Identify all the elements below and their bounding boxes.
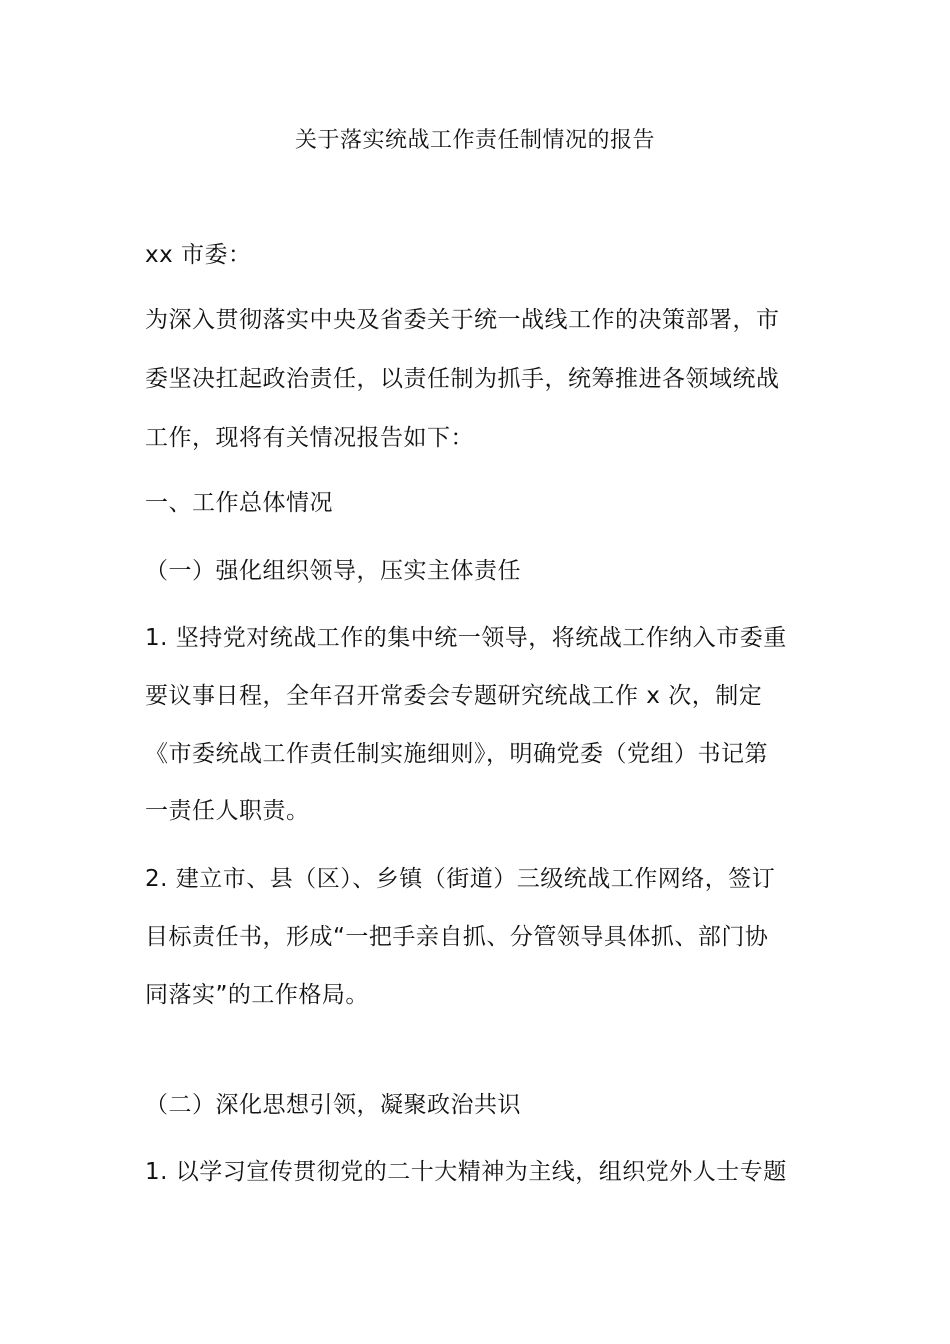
intro-line-1: 为深入贯彻落实中央及省委关于统一战线工作的决策部署，市 (145, 307, 780, 333)
section-heading-1: 一、工作总体情况 (145, 490, 333, 516)
item-1-2-line-3: 同落实”的工作格局。 (145, 982, 369, 1008)
item-1-2-line-1: 2. 建立市、县（区）、乡镇（街道）三级统战工作网络，签订 (145, 866, 776, 892)
salutation: xx 市委： (145, 242, 252, 268)
document-title: 关于落实统战工作责任制情况的报告 (294, 128, 655, 153)
item-1-1-line-1: 1. 坚持党对统战工作的集中统一领导，将统战工作纳入市委重 (145, 625, 787, 651)
subsection-heading-1: （一）强化组织领导，压实主体责任 (145, 558, 521, 584)
item-2-1-line-1: 1. 以学习宣传贯彻党的二十大精神为主线，组织党外人士专题 (145, 1159, 787, 1185)
item-1-2-line-2: 目标责任书，形成“一把手亲自抓、分管领导具体抓、部门协 (145, 924, 769, 950)
intro-line-2: 委坚决扛起政治责任，以责任制为抓手，统筹推进各领域统战 (145, 366, 780, 392)
intro-line-3: 工作，现将有关情况报告如下： (145, 425, 474, 451)
subsection-heading-2: （二）深化思想引领，凝聚政治共识 (145, 1092, 521, 1118)
item-1-1-line-2: 要议事日程，全年召开常委会专题研究统战工作 x 次，制定 (145, 683, 763, 709)
item-1-1-line-4: 一责任人职责。 (145, 798, 310, 824)
item-1-1-line-3: 《市委统战工作责任制实施细则》，明确党委（党组）书记第 (145, 741, 768, 767)
